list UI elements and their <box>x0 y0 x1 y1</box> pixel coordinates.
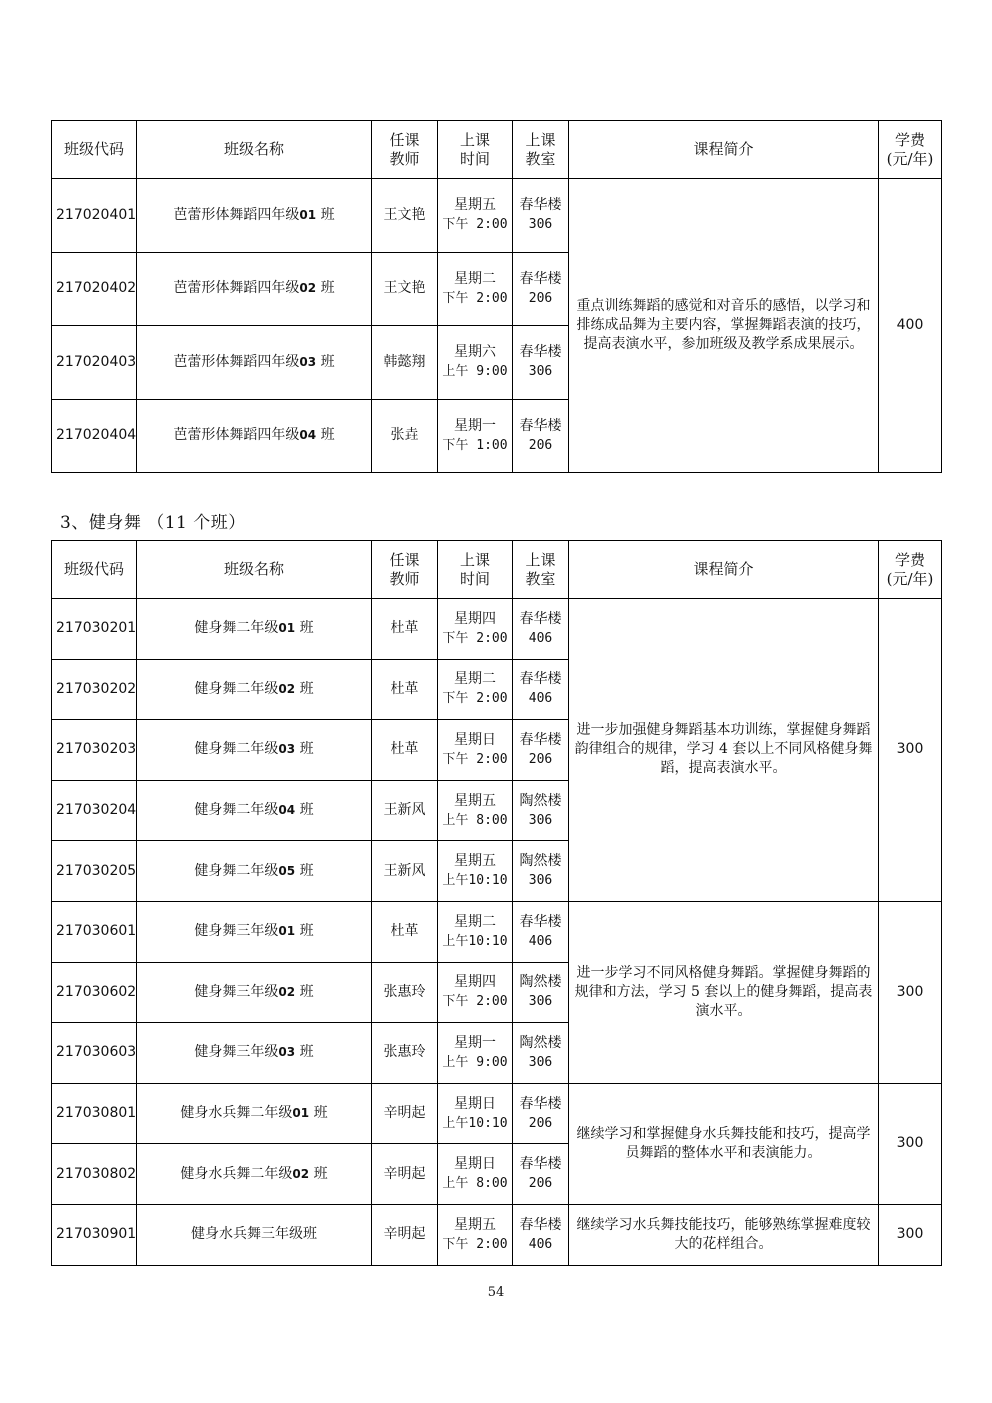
header-classroom: 上课 教室 <box>513 121 569 179</box>
class-code: 217030801 <box>52 1083 137 1144</box>
class-name: 健身舞二年级03 班 <box>137 720 372 781</box>
table-row <box>52 1204 942 1265</box>
class-name: 健身水兵舞二年级01 班 <box>137 1083 372 1144</box>
teacher-name: 辛明起 <box>372 1204 438 1265</box>
tuition-fee: 300 <box>879 599 942 902</box>
teacher-name: 杜革 <box>372 659 438 720</box>
class-time: 星期六 上午 9:00 <box>438 326 513 400</box>
class-code: 217030603 <box>52 1023 137 1084</box>
teacher-name: 杜革 <box>372 599 438 660</box>
teacher-name: 王文艳 <box>372 179 438 253</box>
class-name: 芭蕾形体舞蹈四年级03 班 <box>137 326 372 400</box>
classroom: 春华楼 406 <box>513 659 569 720</box>
course-description: 进一步学习不同风格健身舞蹈。掌握健身舞蹈的规律和方法，学习 5 套以上的健身舞蹈，提高表演水平。 <box>569 901 879 1083</box>
classroom: 春华楼 206 <box>513 720 569 781</box>
header-class-time: 上课 时间 <box>438 121 513 179</box>
class-code: 217030203 <box>52 720 137 781</box>
classroom: 陶然楼 306 <box>513 780 569 841</box>
teacher-name: 韩懿翔 <box>372 326 438 400</box>
classroom: 春华楼 206 <box>513 399 569 473</box>
classroom: 春华楼 206 <box>513 1083 569 1144</box>
header-class-name: 班级名称 <box>137 541 372 599</box>
header-class-name: 班级名称 <box>137 121 372 179</box>
class-time: 星期四 下午 2:00 <box>438 962 513 1023</box>
course-description: 继续学习和掌握健身水兵舞技能和技巧，提高学员舞蹈的整体水平和表演能力。 <box>569 1083 879 1204</box>
classroom: 春华楼 406 <box>513 901 569 962</box>
class-code: 217020403 <box>52 326 137 400</box>
course-description: 重点训练舞蹈的感觉和对音乐的感悟，以学习和排练成品舞为主要内容，掌握舞蹈表演的技巧，提高表演水平，参加班级及教学系成果展示。 <box>569 179 879 473</box>
class-name: 健身水兵舞三年级班 <box>137 1204 372 1265</box>
table-row <box>52 599 942 660</box>
class-time: 星期日 上午10:10 <box>438 1083 513 1144</box>
class-time: 星期二 下午 2:00 <box>438 659 513 720</box>
class-code: 217030201 <box>52 599 137 660</box>
teacher-name: 张垚 <box>372 399 438 473</box>
class-name: 芭蕾形体舞蹈四年级04 班 <box>137 399 372 473</box>
class-time: 星期一 下午 1:00 <box>438 399 513 473</box>
class-name: 芭蕾形体舞蹈四年级01 班 <box>137 179 372 253</box>
class-name: 健身舞三年级03 班 <box>137 1023 372 1084</box>
class-name: 健身舞二年级05 班 <box>137 841 372 902</box>
tuition-fee: 300 <box>879 901 942 1083</box>
class-name: 健身水兵舞二年级02 班 <box>137 1144 372 1205</box>
tuition-fee: 300 <box>879 1204 942 1265</box>
class-code: 217030602 <box>52 962 137 1023</box>
classroom: 陶然楼 306 <box>513 1023 569 1084</box>
class-code: 217020401 <box>52 179 137 253</box>
class-time: 星期日 上午 8:00 <box>438 1144 513 1205</box>
teacher-name: 辛明起 <box>372 1144 438 1205</box>
table-row <box>52 1083 942 1144</box>
table-header-row <box>52 541 942 599</box>
class-code: 217030205 <box>52 841 137 902</box>
course-description: 进一步加强健身舞蹈基本功训练，掌握健身舞蹈韵律组合的规律，学习 4 套以上不同风格健身舞蹈，提高表演水平。 <box>569 599 879 902</box>
class-name: 健身舞三年级02 班 <box>137 962 372 1023</box>
class-code: 217030202 <box>52 659 137 720</box>
header-fee: 学费 (元/年) <box>879 541 942 599</box>
header-fee: 学费 (元/年) <box>879 121 942 179</box>
class-name: 健身舞三年级01 班 <box>137 901 372 962</box>
section-heading: 3、健身舞 （11 个班） <box>60 513 246 533</box>
class-name: 芭蕾形体舞蹈四年级02 班 <box>137 252 372 326</box>
header-class-code: 班级代码 <box>52 541 137 599</box>
header-teacher: 任课 教师 <box>372 541 438 599</box>
classroom: 春华楼 406 <box>513 1204 569 1265</box>
classroom: 春华楼 306 <box>513 326 569 400</box>
teacher-name: 辛明起 <box>372 1083 438 1144</box>
header-description: 课程简介 <box>569 541 879 599</box>
class-time: 星期二 下午 2:00 <box>438 252 513 326</box>
header-description: 课程简介 <box>569 121 879 179</box>
class-code: 217030802 <box>52 1144 137 1205</box>
class-time: 星期日 下午 2:00 <box>438 720 513 781</box>
course-description: 继续学习水兵舞技能技巧，能够熟练掌握难度较大的花样组合。 <box>569 1204 879 1265</box>
classroom: 春华楼 406 <box>513 599 569 660</box>
table-header-row <box>52 121 942 179</box>
classroom: 陶然楼 306 <box>513 841 569 902</box>
table-row <box>52 179 942 253</box>
header-class-time: 上课 时间 <box>438 541 513 599</box>
header-classroom: 上课 教室 <box>513 541 569 599</box>
class-time: 星期五 上午10:10 <box>438 841 513 902</box>
teacher-name: 张惠玲 <box>372 1023 438 1084</box>
teacher-name: 杜革 <box>372 901 438 962</box>
class-name: 健身舞二年级04 班 <box>137 780 372 841</box>
teacher-name: 张惠玲 <box>372 962 438 1023</box>
teacher-name: 王新风 <box>372 780 438 841</box>
class-name: 健身舞二年级01 班 <box>137 599 372 660</box>
class-code: 217020404 <box>52 399 137 473</box>
class-code: 217020402 <box>52 252 137 326</box>
classroom: 春华楼 206 <box>513 1144 569 1205</box>
class-code: 217030601 <box>52 901 137 962</box>
teacher-name: 王文艳 <box>372 252 438 326</box>
table-row <box>52 901 942 962</box>
class-time: 星期五 下午 2:00 <box>438 1204 513 1265</box>
teacher-name: 杜革 <box>372 720 438 781</box>
page-number: 54 <box>487 1285 505 1300</box>
class-time: 星期五 下午 2:00 <box>438 179 513 253</box>
class-code: 217030204 <box>52 780 137 841</box>
class-time: 星期五 上午 8:00 <box>438 780 513 841</box>
classroom: 陶然楼 306 <box>513 962 569 1023</box>
tuition-fee: 400 <box>879 179 942 473</box>
fitness-dance-course-table <box>51 540 942 1266</box>
class-code: 217030901 <box>52 1204 137 1265</box>
header-teacher: 任课 教师 <box>372 121 438 179</box>
ballet-course-table <box>51 120 942 473</box>
classroom: 春华楼 306 <box>513 179 569 253</box>
class-time: 星期二 上午10:10 <box>438 901 513 962</box>
class-time: 星期一 上午 9:00 <box>438 1023 513 1084</box>
teacher-name: 王新风 <box>372 841 438 902</box>
header-class-code: 班级代码 <box>52 121 137 179</box>
classroom: 春华楼 206 <box>513 252 569 326</box>
tuition-fee: 300 <box>879 1083 942 1204</box>
class-name: 健身舞二年级02 班 <box>137 659 372 720</box>
class-time: 星期四 下午 2:00 <box>438 599 513 660</box>
